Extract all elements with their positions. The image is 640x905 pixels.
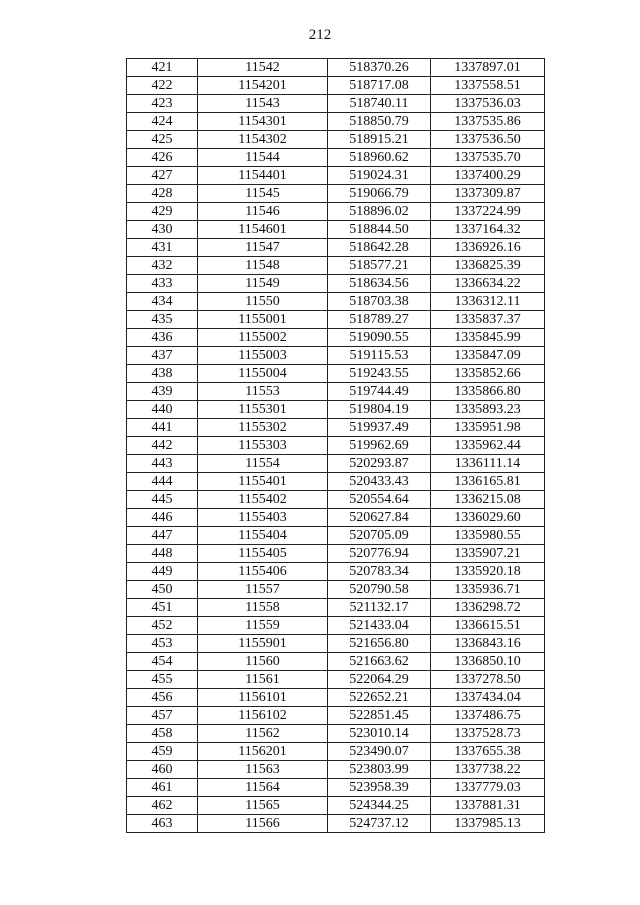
row-number-cell: 427	[127, 167, 198, 185]
table-row	[127, 365, 545, 383]
y-coordinate-cell: 1337164.32	[431, 221, 545, 239]
point-id-cell: 11566	[198, 815, 328, 833]
point-id-cell: 11563	[198, 761, 328, 779]
y-coordinate-cell: 1337224.99	[431, 203, 545, 221]
point-id-cell: 11557	[198, 581, 328, 599]
x-coordinate-cell: 519804.19	[328, 401, 431, 419]
y-coordinate-cell: 1337558.51	[431, 77, 545, 95]
point-id-cell: 11558	[198, 599, 328, 617]
x-coordinate-cell: 518915.21	[328, 131, 431, 149]
x-coordinate-cell: 520783.34	[328, 563, 431, 581]
row-number-cell: 448	[127, 545, 198, 563]
row-number-cell: 459	[127, 743, 198, 761]
row-number-cell: 449	[127, 563, 198, 581]
point-id-cell: 1155003	[198, 347, 328, 365]
table-row	[127, 707, 545, 725]
x-coordinate-cell: 520554.64	[328, 491, 431, 509]
point-id-cell: 1154302	[198, 131, 328, 149]
row-number-cell: 431	[127, 239, 198, 257]
point-id-cell: 11545	[198, 185, 328, 203]
y-coordinate-cell: 1337528.73	[431, 725, 545, 743]
y-coordinate-cell: 1336825.39	[431, 257, 545, 275]
point-id-cell: 1154601	[198, 221, 328, 239]
x-coordinate-cell: 524737.12	[328, 815, 431, 833]
y-coordinate-cell: 1337535.86	[431, 113, 545, 131]
x-coordinate-cell: 518844.50	[328, 221, 431, 239]
row-number-cell: 446	[127, 509, 198, 527]
table-row	[127, 509, 545, 527]
row-number-cell: 441	[127, 419, 198, 437]
table-row	[127, 77, 545, 95]
y-coordinate-cell: 1336165.81	[431, 473, 545, 491]
point-id-cell: 11561	[198, 671, 328, 689]
y-coordinate-cell: 1335866.80	[431, 383, 545, 401]
x-coordinate-cell: 523010.14	[328, 725, 431, 743]
row-number-cell: 429	[127, 203, 198, 221]
table-row	[127, 653, 545, 671]
row-number-cell: 421	[127, 59, 198, 77]
table-row	[127, 257, 545, 275]
y-coordinate-cell: 1337278.50	[431, 671, 545, 689]
point-id-cell: 1154201	[198, 77, 328, 95]
table-row	[127, 419, 545, 437]
y-coordinate-cell: 1337309.87	[431, 185, 545, 203]
row-number-cell: 447	[127, 527, 198, 545]
table-row	[127, 221, 545, 239]
y-coordinate-cell: 1336634.22	[431, 275, 545, 293]
y-coordinate-cell: 1337434.04	[431, 689, 545, 707]
x-coordinate-cell: 524344.25	[328, 797, 431, 815]
x-coordinate-cell: 521433.04	[328, 617, 431, 635]
point-id-cell: 1154401	[198, 167, 328, 185]
point-id-cell: 1155303	[198, 437, 328, 455]
y-coordinate-cell: 1337536.50	[431, 131, 545, 149]
row-number-cell: 422	[127, 77, 198, 95]
point-id-cell: 11565	[198, 797, 328, 815]
y-coordinate-cell: 1335893.23	[431, 401, 545, 419]
table-row	[127, 797, 545, 815]
row-number-cell: 443	[127, 455, 198, 473]
row-number-cell: 430	[127, 221, 198, 239]
y-coordinate-cell: 1337535.70	[431, 149, 545, 167]
x-coordinate-cell: 518896.02	[328, 203, 431, 221]
row-number-cell: 450	[127, 581, 198, 599]
y-coordinate-cell: 1335847.09	[431, 347, 545, 365]
point-id-cell: 1156102	[198, 707, 328, 725]
x-coordinate-cell: 518740.11	[328, 95, 431, 113]
y-coordinate-cell: 1335845.99	[431, 329, 545, 347]
point-id-cell: 1155403	[198, 509, 328, 527]
y-coordinate-cell: 1337536.03	[431, 95, 545, 113]
table-row	[127, 671, 545, 689]
point-id-cell: 11560	[198, 653, 328, 671]
x-coordinate-cell: 519115.53	[328, 347, 431, 365]
y-coordinate-cell: 1336029.60	[431, 509, 545, 527]
row-number-cell: 457	[127, 707, 198, 725]
row-number-cell: 452	[127, 617, 198, 635]
point-id-cell: 1155404	[198, 527, 328, 545]
table-row	[127, 473, 545, 491]
y-coordinate-cell: 1337897.01	[431, 59, 545, 77]
table-row	[127, 203, 545, 221]
x-coordinate-cell: 518717.08	[328, 77, 431, 95]
table-row	[127, 491, 545, 509]
point-id-cell: 11548	[198, 257, 328, 275]
row-number-cell: 445	[127, 491, 198, 509]
x-coordinate-cell: 518642.28	[328, 239, 431, 257]
table-row	[127, 167, 545, 185]
point-id-cell: 11559	[198, 617, 328, 635]
x-coordinate-cell: 520627.84	[328, 509, 431, 527]
point-id-cell: 1155302	[198, 419, 328, 437]
x-coordinate-cell: 523803.99	[328, 761, 431, 779]
row-number-cell: 438	[127, 365, 198, 383]
x-coordinate-cell: 521132.17	[328, 599, 431, 617]
row-number-cell: 460	[127, 761, 198, 779]
table-row	[127, 59, 545, 77]
row-number-cell: 455	[127, 671, 198, 689]
point-id-cell: 11554	[198, 455, 328, 473]
y-coordinate-cell: 1336843.16	[431, 635, 545, 653]
table-row	[127, 779, 545, 797]
y-coordinate-cell: 1337655.38	[431, 743, 545, 761]
y-coordinate-cell: 1336615.51	[431, 617, 545, 635]
y-coordinate-cell: 1335980.55	[431, 527, 545, 545]
table-row	[127, 113, 545, 131]
x-coordinate-cell: 521663.62	[328, 653, 431, 671]
table-row	[127, 131, 545, 149]
y-coordinate-cell: 1335951.98	[431, 419, 545, 437]
x-coordinate-cell: 519962.69	[328, 437, 431, 455]
y-coordinate-cell: 1335962.44	[431, 437, 545, 455]
y-coordinate-cell: 1335852.66	[431, 365, 545, 383]
point-id-cell: 1155002	[198, 329, 328, 347]
x-coordinate-cell: 519744.49	[328, 383, 431, 401]
y-coordinate-cell: 1335936.71	[431, 581, 545, 599]
table-row	[127, 383, 545, 401]
x-coordinate-cell: 519066.79	[328, 185, 431, 203]
table-row	[127, 95, 545, 113]
row-number-cell: 442	[127, 437, 198, 455]
x-coordinate-cell: 519243.55	[328, 365, 431, 383]
x-coordinate-cell: 519937.49	[328, 419, 431, 437]
y-coordinate-cell: 1337985.13	[431, 815, 545, 833]
point-id-cell: 11562	[198, 725, 328, 743]
row-number-cell: 453	[127, 635, 198, 653]
x-coordinate-cell: 519024.31	[328, 167, 431, 185]
table-row	[127, 455, 545, 473]
row-number-cell: 437	[127, 347, 198, 365]
row-number-cell: 428	[127, 185, 198, 203]
y-coordinate-cell: 1337779.03	[431, 779, 545, 797]
y-coordinate-cell: 1336850.10	[431, 653, 545, 671]
row-number-cell: 461	[127, 779, 198, 797]
row-number-cell: 436	[127, 329, 198, 347]
row-number-cell: 426	[127, 149, 198, 167]
row-number-cell: 440	[127, 401, 198, 419]
point-id-cell: 1155901	[198, 635, 328, 653]
point-id-cell: 11546	[198, 203, 328, 221]
x-coordinate-cell: 523490.07	[328, 743, 431, 761]
x-coordinate-cell: 518634.56	[328, 275, 431, 293]
table-row	[127, 617, 545, 635]
table-body	[127, 59, 545, 833]
table-row	[127, 581, 545, 599]
y-coordinate-cell: 1336111.14	[431, 455, 545, 473]
table-row	[127, 635, 545, 653]
point-id-cell: 1156101	[198, 689, 328, 707]
table-row	[127, 689, 545, 707]
row-number-cell: 439	[127, 383, 198, 401]
row-number-cell: 435	[127, 311, 198, 329]
table-row	[127, 239, 545, 257]
table-row	[127, 185, 545, 203]
x-coordinate-cell: 522064.29	[328, 671, 431, 689]
x-coordinate-cell: 518703.38	[328, 293, 431, 311]
y-coordinate-cell: 1337881.31	[431, 797, 545, 815]
row-number-cell: 434	[127, 293, 198, 311]
point-id-cell: 11553	[198, 383, 328, 401]
y-coordinate-cell: 1337738.22	[431, 761, 545, 779]
point-id-cell: 11550	[198, 293, 328, 311]
row-number-cell: 462	[127, 797, 198, 815]
table-row	[127, 401, 545, 419]
table-row	[127, 437, 545, 455]
point-id-cell: 1155405	[198, 545, 328, 563]
point-id-cell: 11544	[198, 149, 328, 167]
table-row	[127, 311, 545, 329]
table-row	[127, 815, 545, 833]
y-coordinate-cell: 1336298.72	[431, 599, 545, 617]
point-id-cell: 1155402	[198, 491, 328, 509]
table-row	[127, 149, 545, 167]
x-coordinate-cell: 520790.58	[328, 581, 431, 599]
x-coordinate-cell: 518789.27	[328, 311, 431, 329]
row-number-cell: 456	[127, 689, 198, 707]
y-coordinate-cell: 1335920.18	[431, 563, 545, 581]
point-id-cell: 1155001	[198, 311, 328, 329]
point-id-cell: 1155301	[198, 401, 328, 419]
point-id-cell: 1155004	[198, 365, 328, 383]
x-coordinate-cell: 520433.43	[328, 473, 431, 491]
x-coordinate-cell: 518577.21	[328, 257, 431, 275]
table-row	[127, 527, 545, 545]
y-coordinate-cell: 1336926.16	[431, 239, 545, 257]
row-number-cell: 451	[127, 599, 198, 617]
x-coordinate-cell: 518370.26	[328, 59, 431, 77]
y-coordinate-cell: 1337486.75	[431, 707, 545, 725]
y-coordinate-cell: 1335837.37	[431, 311, 545, 329]
table-row	[127, 743, 545, 761]
table-row	[127, 761, 545, 779]
table-row	[127, 347, 545, 365]
x-coordinate-cell: 522851.45	[328, 707, 431, 725]
row-number-cell: 424	[127, 113, 198, 131]
point-id-cell: 11542	[198, 59, 328, 77]
row-number-cell: 433	[127, 275, 198, 293]
x-coordinate-cell: 523958.39	[328, 779, 431, 797]
x-coordinate-cell: 518960.62	[328, 149, 431, 167]
table-row	[127, 725, 545, 743]
table-row	[127, 599, 545, 617]
x-coordinate-cell: 520293.87	[328, 455, 431, 473]
x-coordinate-cell: 521656.80	[328, 635, 431, 653]
point-id-cell: 1155406	[198, 563, 328, 581]
table-row	[127, 329, 545, 347]
point-id-cell: 11564	[198, 779, 328, 797]
table-row	[127, 293, 545, 311]
table-row	[127, 545, 545, 563]
row-number-cell: 423	[127, 95, 198, 113]
table-row	[127, 275, 545, 293]
coordinates-table	[126, 58, 545, 833]
x-coordinate-cell: 518850.79	[328, 113, 431, 131]
point-id-cell: 1154301	[198, 113, 328, 131]
row-number-cell: 432	[127, 257, 198, 275]
x-coordinate-cell: 520705.09	[328, 527, 431, 545]
x-coordinate-cell: 522652.21	[328, 689, 431, 707]
row-number-cell: 425	[127, 131, 198, 149]
table-row	[127, 563, 545, 581]
y-coordinate-cell: 1335907.21	[431, 545, 545, 563]
y-coordinate-cell: 1336215.08	[431, 491, 545, 509]
point-id-cell: 11547	[198, 239, 328, 257]
point-id-cell: 11543	[198, 95, 328, 113]
point-id-cell: 1155401	[198, 473, 328, 491]
row-number-cell: 458	[127, 725, 198, 743]
x-coordinate-cell: 520776.94	[328, 545, 431, 563]
row-number-cell: 463	[127, 815, 198, 833]
row-number-cell: 454	[127, 653, 198, 671]
row-number-cell: 444	[127, 473, 198, 491]
page-number: 212	[308, 27, 332, 43]
point-id-cell: 11549	[198, 275, 328, 293]
x-coordinate-cell: 519090.55	[328, 329, 431, 347]
point-id-cell: 1156201	[198, 743, 328, 761]
y-coordinate-cell: 1336312.11	[431, 293, 545, 311]
y-coordinate-cell: 1337400.29	[431, 167, 545, 185]
